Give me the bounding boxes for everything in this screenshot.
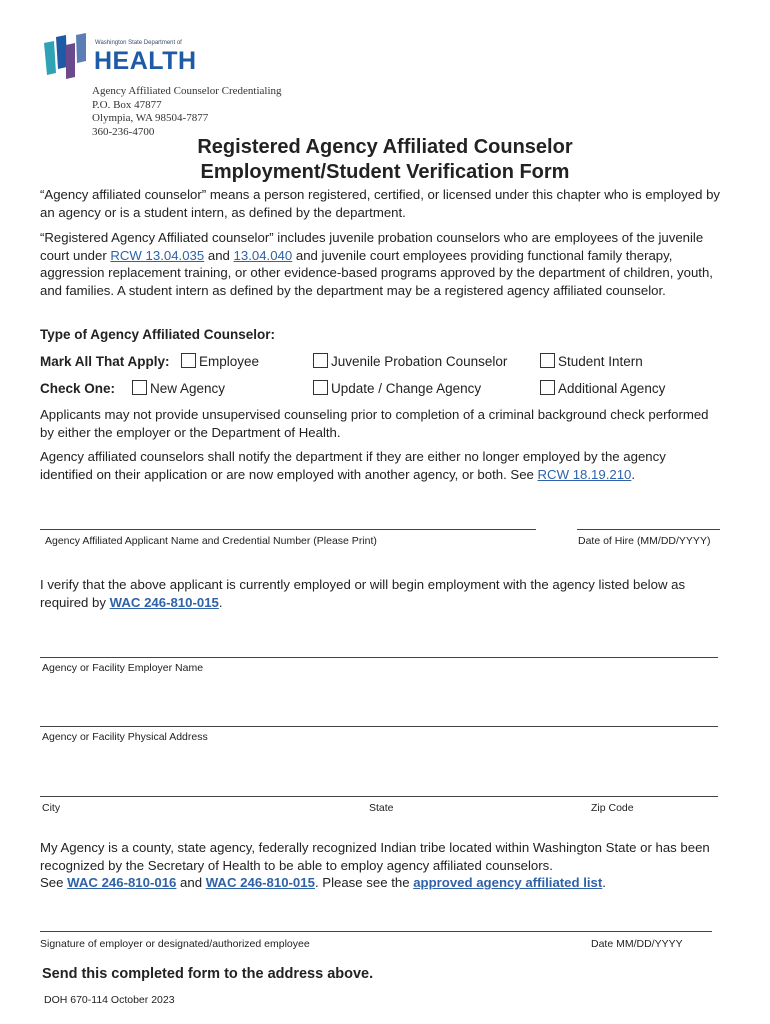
verify-text: I verify that the above applicant is currently employed or will begin employment with the agency listed below as required by [40, 577, 686, 610]
agency-statement [40, 839, 720, 892]
check-one-label: Check One: [40, 381, 116, 396]
verify-statement [40, 576, 720, 611]
employee-option[interactable] [181, 353, 259, 371]
intro-registered [40, 229, 720, 299]
juvenile-probation-checkbox[interactable] [313, 353, 328, 368]
employee-checkbox[interactable] [181, 353, 196, 368]
intro-text: “Registered Agency Affiliated counselor” includes juvenile probation counselors who are employees of the juvenile court under [40, 230, 704, 263]
doh-logo-mark-icon [42, 33, 92, 81]
form-title [0, 135, 770, 185]
agency-statement-text: and [176, 875, 206, 890]
signature-caption: Signature of employer or designated/authorized employee [40, 938, 310, 950]
employer-name-line[interactable] [40, 657, 718, 658]
date-of-hire-line[interactable] [577, 529, 720, 530]
wac-246-810-016-link[interactable]: WAC 246-810-016 [67, 875, 177, 890]
update-agency-checkbox[interactable] [313, 380, 328, 395]
intro-text: and [204, 247, 234, 263]
notification-notice [40, 448, 720, 483]
wac-246-810-015-link-2[interactable]: WAC 246-810-015 [205, 875, 315, 890]
additional-agency-option[interactable] [540, 380, 665, 398]
student-intern-option[interactable] [540, 353, 643, 371]
logo-health-text: HEALTH [94, 47, 197, 75]
doh-logo [42, 33, 197, 81]
logo-dept-text: Washington State Department of [95, 40, 182, 46]
physical-address-caption: Agency or Facility Physical Address [42, 731, 208, 743]
rcw-18-19-210-link[interactable]: RCW 18.19.210 [537, 466, 632, 482]
type-heading: Type of Agency Affiliated Counselor: [40, 327, 276, 342]
date-of-hire-caption: Date of Hire (MM/DD/YYYY) [578, 535, 711, 547]
update-agency-option[interactable] [313, 380, 481, 398]
form-title-line: Employment/Student Verification Form [200, 161, 570, 183]
mark-all-label: Mark All That Apply: [40, 354, 170, 369]
signature-line[interactable] [40, 931, 712, 932]
form-title-line: Registered Agency Affiliated Counselor [197, 136, 573, 158]
additional-agency-label: Additional Agency [558, 381, 666, 396]
juvenile-probation-option[interactable] [313, 353, 507, 371]
form-id: DOH 670-114 October 2023 [44, 994, 175, 1006]
applicant-name-caption: Agency Affiliated Applicant Name and Credential Number (Please Print) [45, 535, 377, 547]
address-line: P.O. Box 47877 [92, 98, 162, 111]
notice-text: Agency affiliated counselors shall notify the department if they are either no longer employed by the agency identified on their application or are now employed with another agency, or both. See [40, 449, 666, 482]
intro-definition: “Agency affiliated counselor” means a person registered, certified, or licensed under this chapter who is employed by an agency or is a student intern, as defined by the department. [40, 187, 721, 220]
agency-statement-text: My Agency is a county, state agency, federally recognized Indian tribe located within Washington State or has been recognized by the Secretary of Health to be able to employ agency affiliated counselors. [40, 840, 710, 873]
rcw-13-04-040-link[interactable]: 13.04.040 [233, 247, 293, 263]
address-line: 360-236-4700 [92, 125, 155, 138]
new-agency-option[interactable] [132, 380, 225, 398]
physical-address-line[interactable] [40, 726, 718, 727]
notice-text: . [631, 466, 636, 482]
employee-label: Employee [199, 354, 260, 369]
city-state-zip-line[interactable] [40, 796, 718, 797]
student-intern-checkbox[interactable] [540, 353, 555, 368]
state-caption: State [369, 802, 394, 814]
agency-statement-text: . Please see the [314, 875, 414, 890]
background-check-notice: Applicants may not provide unsupervised counseling prior to completion of a criminal background check performed by either the employer or the Department of Health. [40, 407, 709, 440]
employer-name-caption: Agency or Facility Employer Name [42, 662, 204, 674]
intro-text: and juvenile court employees providing functional family therapy, aggression replacement training, or other evidence-based programs approved by the department of children, youth, and families. A student intern as defined by the department may be a registered agency affiliated counselor. [40, 247, 713, 298]
update-agency-label: Update / Change Agency [331, 381, 482, 396]
zip-caption: Zip Code [591, 802, 634, 814]
agency-statement-text: . [602, 875, 606, 890]
agency-statement-text: See [40, 875, 68, 890]
new-agency-checkbox[interactable] [132, 380, 147, 395]
student-intern-label: Student Intern [558, 354, 643, 369]
juvenile-probation-label: Juvenile Probation Counselor [331, 354, 508, 369]
verify-text: . [218, 594, 223, 610]
city-caption: City [42, 802, 61, 814]
rcw-13-04-035-link[interactable]: RCW 13.04.035 [110, 247, 205, 263]
send-instruction: Send this completed form to the address above. [42, 966, 374, 982]
new-agency-label: New Agency [150, 381, 226, 396]
mailing-address [92, 85, 282, 139]
applicant-name-line[interactable] [40, 529, 536, 530]
additional-agency-checkbox[interactable] [540, 380, 555, 395]
approved-agency-list-link[interactable]: approved agency affiliated list [413, 875, 603, 890]
wac-246-810-015-link[interactable]: WAC 246-810-015 [109, 594, 219, 610]
signature-date-caption: Date MM/DD/YYYY [591, 938, 683, 950]
address-line: Olympia, WA 98504-7877 [92, 112, 209, 124]
address-line: Agency Affiliated Counselor Credentialing [92, 85, 282, 97]
